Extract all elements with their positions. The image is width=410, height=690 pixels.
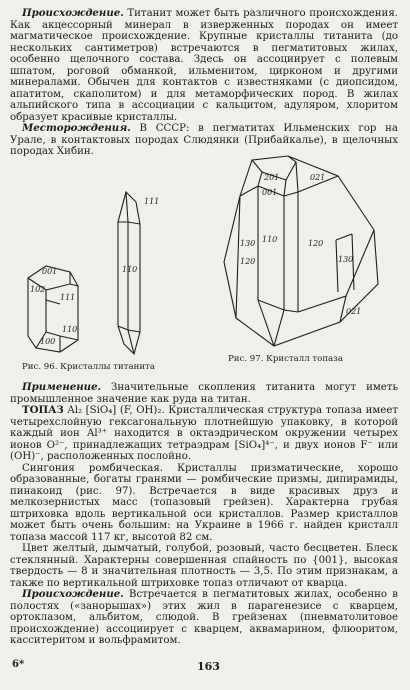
face-label: 110: [262, 235, 278, 244]
topaz-formula: Al₂ [SiO₄] (F, OH)₂.: [63, 405, 165, 416]
face-label: 110: [122, 265, 138, 274]
signature-mark: 6*: [12, 659, 25, 670]
face-label: 110: [62, 325, 78, 334]
face-label: 130: [240, 239, 256, 248]
face-label: 130: [338, 255, 354, 264]
origin-heading: Происхождение.: [22, 7, 124, 19]
face-label: 001: [42, 267, 58, 276]
page-number: 163: [197, 660, 220, 673]
topaz-heading: ТОПАЗ: [22, 404, 64, 416]
fig96-caption: Рис. 96. Кристаллы титанита: [22, 362, 155, 372]
topaz-origin-paragraph: Встречается в пегматитовых жилах, особенно в полостях («занорышах») этих жил в парагенезисе с кварцем, ортоклазом, альбитом, слюдой. В грейзенах (пневматолитовое происхождение) ассоциирует с кварцем, аквамарином, флюоритом, касситеритом и вольфрамитом.: [10, 589, 398, 646]
application-paragraph: Значительные скопления титанита могут иметь промышленное значение как руда на титан.: [10, 382, 398, 405]
face-label: 001: [262, 188, 278, 197]
origin-paragraph: Титанит может быть различного происхождения. Как акцессорный минерал в изверженных породах он имеет магматическое происхождение. Крупные кристаллы титанита (до нескольких сантиметров) встречаются в пегматитовых жилах, особенно щелочного состава. Здесь он ассоциирует с полевым шпатом, роговой обманкой, ильменитом, цирконом и другими минералами. Обычен для контактов с известняками (с диопсидом, апатитом, скаполитом) и для метаморфических пород. В жилах альпийского типа в ассоциации с кальцитом, адуляром, хлоритом образует красивые кристаллы.: [10, 8, 398, 123]
face-label: 120: [308, 239, 324, 248]
face-label: 111: [144, 197, 160, 206]
topaz-crystal: [224, 156, 378, 346]
deposits-heading: Месторождения.: [22, 122, 131, 134]
face-label: 120: [240, 257, 256, 266]
deposits-paragraph: В СССР: в пегматитах Ильменских гор на Урале, в контактовых породах Слюдянки (Прибайкалье), в щелочных породах Хибин.: [10, 123, 398, 157]
application-heading: Применение.: [22, 381, 102, 393]
face-label: 100: [40, 337, 56, 346]
face-label: 102: [30, 285, 46, 294]
face-label: 021: [310, 173, 326, 182]
face-label: 021: [346, 307, 362, 316]
color-paragraph: Цвет желтый, дымчатый, голубой, розовый, часто бесцветен. Блеск стеклянный. Характерны совершенная спайность по {001}, высокая твердость — 8 и значительная плотность — 3,5. По этим признакам, а также по вертикальной штриховке топаз отличают от кварца.: [10, 543, 398, 589]
fig97-caption: Рис. 97. Кристалл топаза: [228, 354, 343, 364]
topaz-structure-paragraph: Кристаллическая структура топаза имеет четырехслойную гексагональную плотнейшую упаковку, в которой каждый ион Al³⁺ находится в октаэдрическом окружении четырех ионов O²⁻, принадлежащих тетраэдрам [SiO₄]⁴⁻, и двух ионов F⁻ или (OH)⁻, расположенных послойно.: [10, 405, 398, 462]
syngony-paragraph: Сингония ромбическая. Кристаллы призматические, хорошо образованные, богаты гранями — ромбические призмы, дипирамиды, пинакоид (рис. 97). Встречается в виде красивых друз и мелкозернистых масс (топазовый грейзен). Характерна грубая штриховка вдоль вертикальной оси кристаллов. Размер кристаллов может быть очень большим: на Украине в 1966 г. найден кристалл топаза массой 117 кг, высотой 82 см.: [10, 462, 398, 543]
face-label: 111: [60, 293, 76, 302]
face-label: 201: [264, 173, 280, 182]
topaz-text-block: [10, 382, 398, 647]
topaz-origin-heading: Происхождение.: [22, 588, 124, 600]
